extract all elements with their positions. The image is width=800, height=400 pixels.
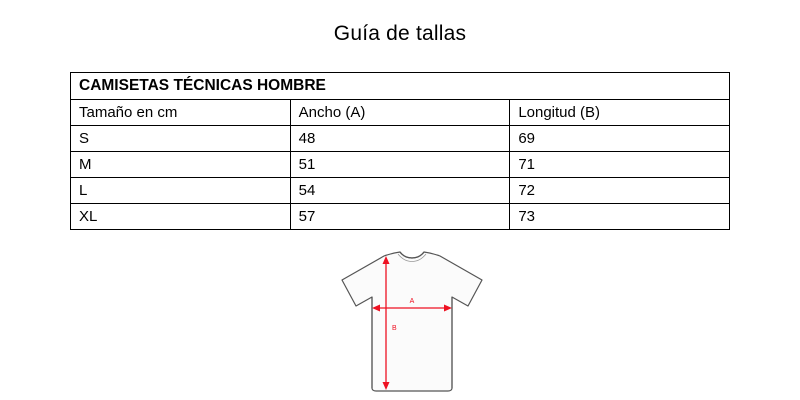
column-header-length: Longitud (B) xyxy=(510,100,730,126)
length-label: B xyxy=(392,325,397,332)
cell-width: 51 xyxy=(290,152,510,178)
table-title-cell: CAMISETAS TÉCNICAS HOMBRE xyxy=(71,73,730,100)
cell-size: M xyxy=(71,152,291,178)
column-header-width: Ancho (A) xyxy=(290,100,510,126)
cell-length: 72 xyxy=(510,178,730,204)
cell-length: 69 xyxy=(510,126,730,152)
table-header-row xyxy=(71,73,730,100)
cell-width: 48 xyxy=(290,126,510,152)
cell-size: S xyxy=(71,126,291,152)
t-shirt-diagram xyxy=(322,250,502,395)
table-column-header-row xyxy=(71,100,730,126)
cell-size: XL xyxy=(71,204,291,230)
table-row xyxy=(71,152,730,178)
t-shirt-icon xyxy=(342,252,482,391)
table-row xyxy=(71,204,730,230)
page-title: Guía de tallas xyxy=(333,22,467,45)
table-row xyxy=(71,126,730,152)
size-chart-table xyxy=(70,72,730,230)
table-row xyxy=(71,178,730,204)
cell-width: 57 xyxy=(290,204,510,230)
column-header-size: Tamaño en cm xyxy=(71,100,291,126)
cell-size: L xyxy=(71,178,291,204)
cell-length: 73 xyxy=(510,204,730,230)
width-label: A xyxy=(409,298,415,305)
cell-length: 71 xyxy=(510,152,730,178)
cell-width: 54 xyxy=(290,178,510,204)
